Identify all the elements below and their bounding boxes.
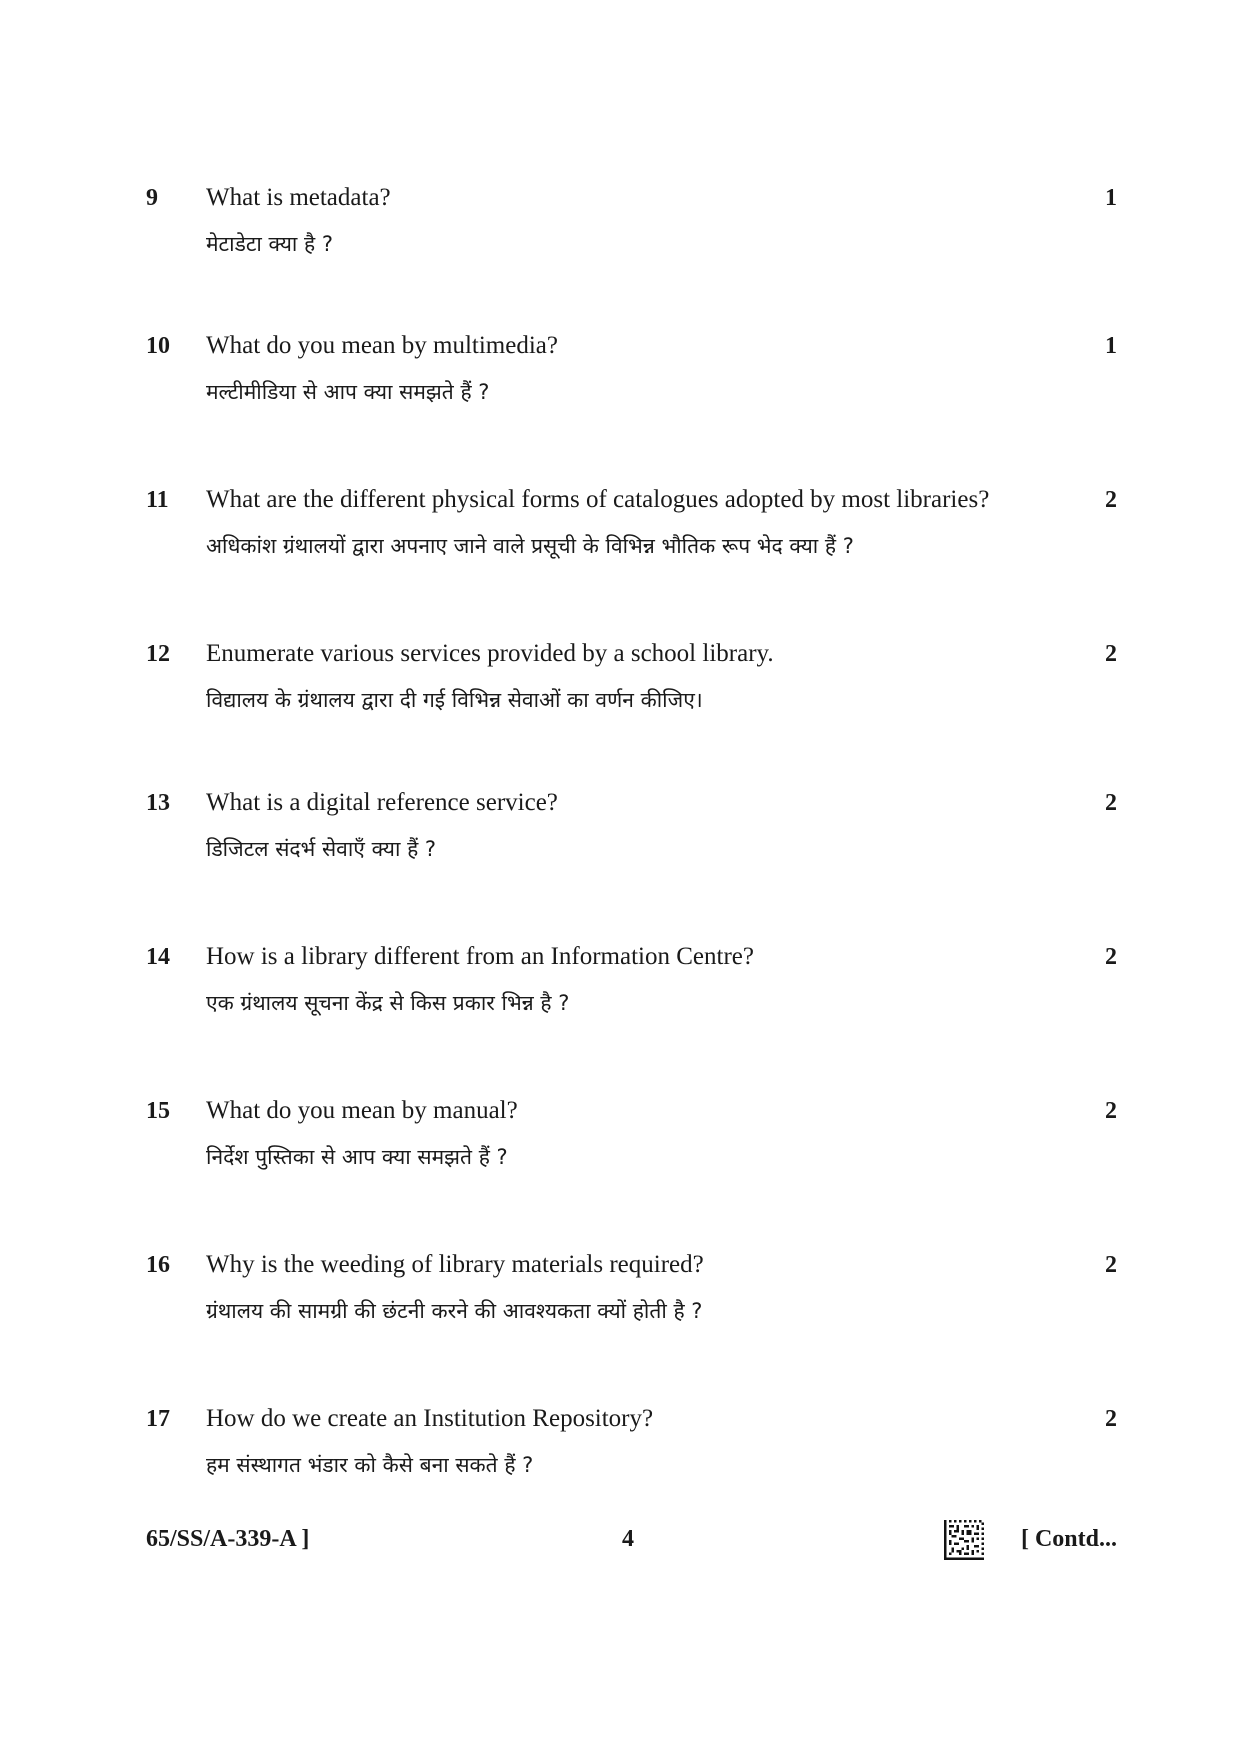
question-number: 14 xyxy=(146,944,170,970)
question-text-english: How do we create an Institution Repository? xyxy=(206,1405,654,1432)
question-text-hindi: हम संस्थागत भंडार को कैसे बना सकते हैं ? xyxy=(206,1453,534,1477)
question-15 xyxy=(0,1096,1240,1196)
page-number: 4 xyxy=(622,1526,634,1552)
question-text-hindi: मेटाडेटा क्या है ? xyxy=(206,232,334,256)
question-number: 13 xyxy=(146,790,170,816)
question-12 xyxy=(0,639,1240,739)
datamatrix-code-icon xyxy=(944,1520,984,1560)
question-text-english: What do you mean by manual? xyxy=(206,1097,518,1124)
question-16 xyxy=(0,1250,1240,1350)
question-10 xyxy=(0,331,1240,431)
question-14 xyxy=(0,942,1240,1042)
question-number: 9 xyxy=(146,185,158,211)
question-text-english: Enumerate various services provided by a school library. xyxy=(206,640,774,667)
question-text-hindi: एक ग्रंथालय सूचना केंद्र से किस प्रकार भिन्न है ? xyxy=(206,991,570,1015)
continued-label: [ Contd... xyxy=(1020,1526,1117,1552)
question-text-hindi: अधिकांश ग्रंथालयों द्वारा अपनाए जाने वाले प्रसूची के विभिन्न भौतिक रूप भेद क्या हैं ? xyxy=(206,534,854,558)
paper-code: 65/SS/A-339-A ] xyxy=(146,1526,310,1552)
question-17 xyxy=(0,1404,1240,1504)
question-marks: 2 xyxy=(1105,790,1117,816)
question-text-hindi: मल्टीमीडिया से आप क्या समझते हैं ? xyxy=(206,380,490,404)
question-text-english: How is a library different from an Information Centre? xyxy=(206,943,754,970)
page-footer xyxy=(0,1524,1240,1564)
question-number: 10 xyxy=(146,333,170,359)
question-marks: 2 xyxy=(1105,487,1117,513)
question-number: 15 xyxy=(146,1098,170,1124)
question-number: 12 xyxy=(146,641,170,667)
question-marks: 2 xyxy=(1105,1098,1117,1124)
question-number: 16 xyxy=(146,1252,170,1278)
question-number: 11 xyxy=(146,487,169,513)
question-text-hindi: निर्देश पुस्तिका से आप क्या समझते हैं ? xyxy=(206,1145,508,1169)
question-text-hindi: ग्रंथालय की सामग्री की छंटनी करने की आवश्यकता क्यों होती है ? xyxy=(206,1299,703,1323)
question-text-english: What is metadata? xyxy=(206,184,391,211)
question-11 xyxy=(0,485,1240,585)
question-marks: 1 xyxy=(1105,333,1117,359)
question-9 xyxy=(0,183,1240,283)
question-marks: 2 xyxy=(1105,944,1117,970)
question-text-english: What is a digital reference service? xyxy=(206,789,558,816)
question-text-hindi: डिजिटल संदर्भ सेवाएँ क्या हैं ? xyxy=(206,837,437,861)
question-13 xyxy=(0,788,1240,888)
question-text-hindi: विद्यालय के ग्रंथालय द्वारा दी गई विभिन्न सेवाओं का वर्णन कीजिए। xyxy=(206,688,703,712)
question-marks: 2 xyxy=(1105,641,1117,667)
question-marks: 1 xyxy=(1105,185,1117,211)
question-marks: 2 xyxy=(1105,1406,1117,1432)
question-text-english: Why is the weeding of library materials required? xyxy=(206,1251,704,1278)
question-text-english: What do you mean by multimedia? xyxy=(206,332,558,359)
question-text-english: What are the different physical forms of catalogues adopted by most libraries? xyxy=(206,486,990,513)
question-number: 17 xyxy=(146,1406,170,1432)
question-marks: 2 xyxy=(1105,1252,1117,1278)
